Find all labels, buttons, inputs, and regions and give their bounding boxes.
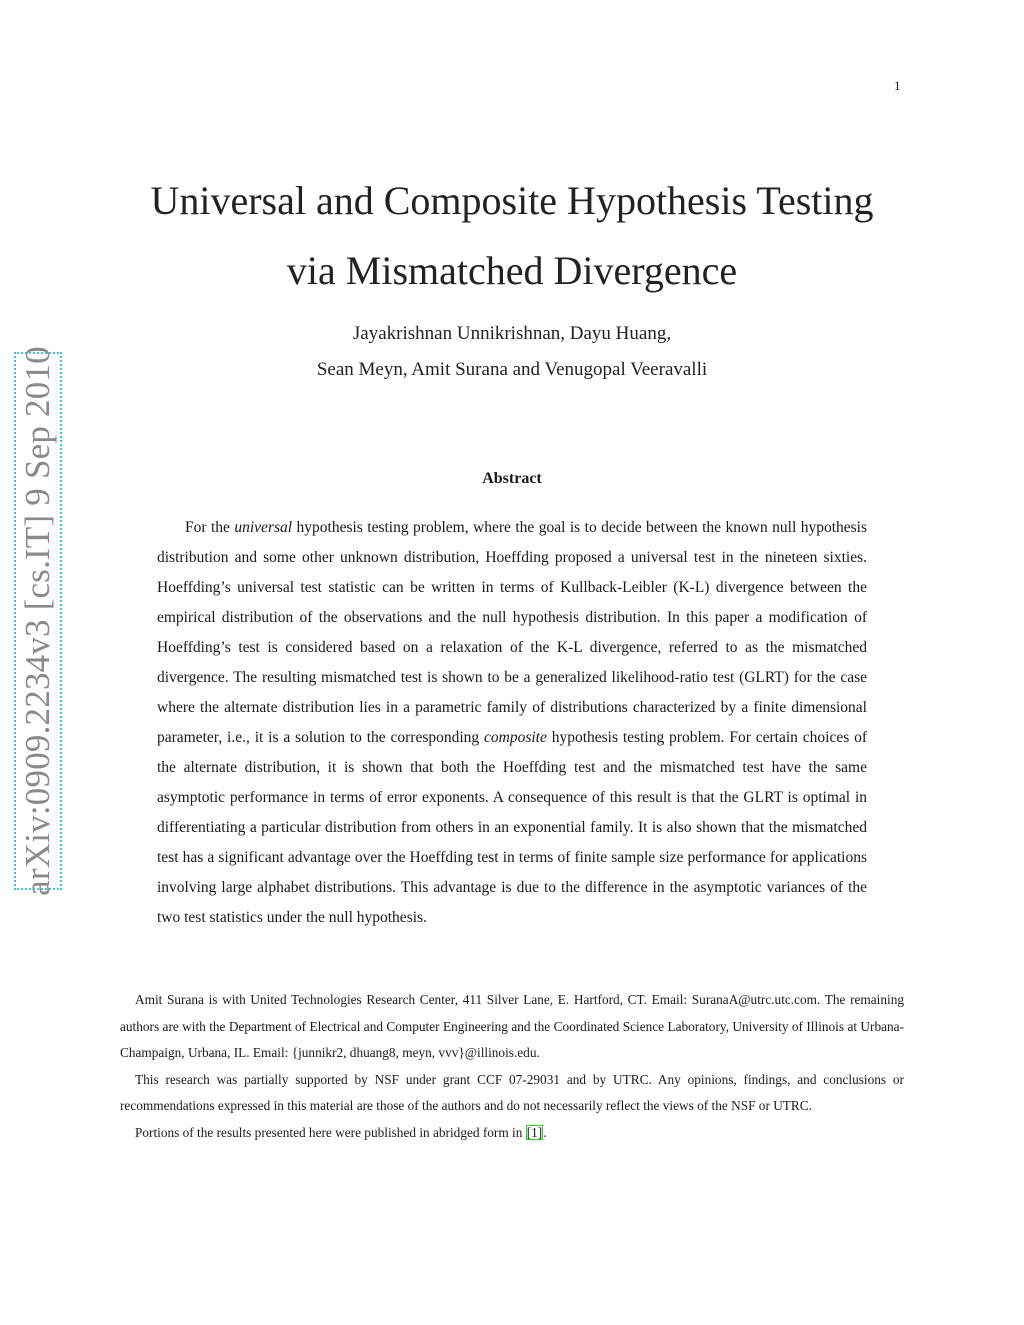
abstract-heading: Abstract <box>482 470 542 487</box>
abstract-text-part: For the <box>185 519 235 536</box>
arxiv-stamp[interactable] <box>14 346 62 896</box>
paper-title <box>100 166 924 306</box>
emphasis-universal: universal <box>234 519 293 536</box>
abstract-text-part: hypothesis testing problem, where the goal is to decide between the known null hypothesis distribution and some other unknown distribution, Hoeffding proposed a universal test in the nineteen sixties. Hoeffding’s universal test statistic can be written in terms of Kullback-Leibler (K-L) divergence between the empirical distribution of the observations and the null hypothesis distribution. In this paper a modification of Hoeffding’s test is considered based on a relaxation of the K-L divergence, referred to as the mismatched divergence. The resulting mismatched test is shown to be a generalized likelihood-ratio test (GLRT) for the case where the alternate distribution lies in a parametric family of distributions characterized by a finite dimensional parameter, i.e., it is a solution to the corresponding <box>157 519 868 746</box>
abstract-text <box>157 513 867 933</box>
emphasis-composite: composite <box>484 729 547 746</box>
author-list <box>100 316 924 388</box>
footnotes <box>120 987 904 1146</box>
authors-line-1: Jayakrishnan Unnikrishnan, Dayu Huang, <box>352 323 672 344</box>
footnote-prior-publication <box>120 1120 904 1147</box>
title-line-2: via Mismatched Divergence <box>286 248 738 293</box>
footnote-text: Portions of the results presented here were published in abridged form in <box>135 1124 526 1140</box>
footnote-funding: This research was partially supported by NSF under grant CCF 07-29031 and by UTRC. Any opinions, findings, and conclusions or recommendations expressed in this material are those of the authors and do not necessarily reflect the views of the NSF or UTRC. <box>120 1071 904 1113</box>
abstract-text-part: hypothesis testing problem. For certain choices of the alternate distribution, it is shown that both the Hoeffding test and the mismatched test have the same asymptotic performance in terms of error exponents. A consequence of this result is that the GLRT is optimal in differentiating a particular distribution from others in an exponential family. It is also shown that the mismatched test has a significant advantage over the Hoeffding test in terms of finite sample size performance for applications involving large alphabet distributions. This advantage is due to the difference in the asymptotic variances of the two test statistics under the null hypothesis. <box>157 729 867 926</box>
authors-line-2: Sean Meyn, Amit Surana and Venugopal Veeravalli <box>316 359 708 380</box>
footnote-affiliations: Amit Surana is with United Technologies Research Center, 411 Silver Lane, E. Hartford, CT. Email: SuranaA@utrc.utc.com. The remaining authors are with the Department of Electrical and Computer Engineering and the Coordinated Science Laboratory, University of Illinois at Urbana-Champaign, Urbana, IL. Email: {junnikr2, dhuang8, meyn, vvv}@illinois.edu. <box>120 992 904 1060</box>
page-number: 1 <box>894 78 901 93</box>
citation-link[interactable]: [1] <box>526 1124 543 1140</box>
footnote-text: . <box>543 1124 547 1140</box>
arxiv-identifier: arXiv:0909.2234v3 [cs.IT] 9 Sep 2010 <box>18 346 57 896</box>
title-line-1: Universal and Composite Hypothesis Testing <box>150 178 874 223</box>
